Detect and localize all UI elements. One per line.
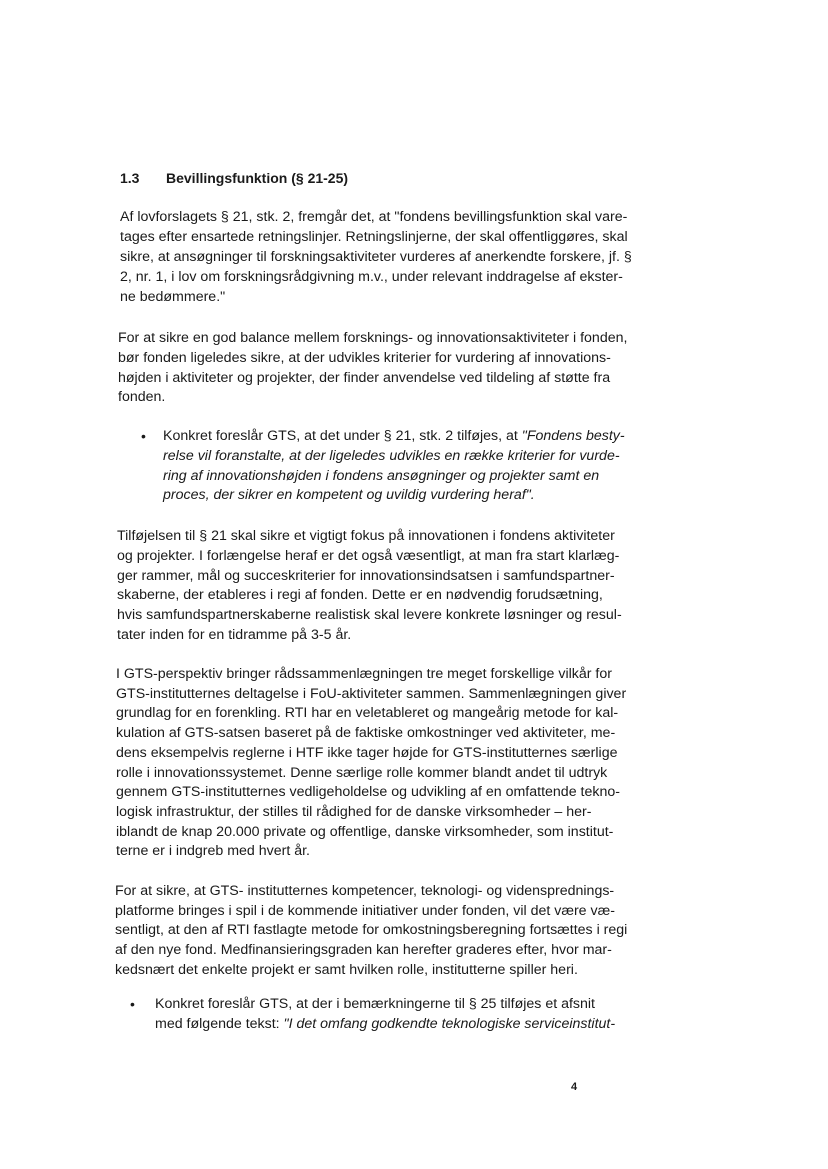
paragraph-line: bør fonden ligeledes sikre, at der udvikles kriterier for vurdering af innovations- xyxy=(118,350,611,366)
paragraph-line: fonden. xyxy=(118,389,166,405)
bullet-text: Konkret foreslår GTS, at det under § 21, stk. 2 tilføjes, at xyxy=(163,428,522,444)
bullet-line: Konkret foreslår GTS, at der i bemærkningerne til § 25 tilføjes et afsnit xyxy=(155,996,595,1012)
paragraph-line: af den nye fond. Medfinansieringsgraden kan herefter graderes efter, hvor mar- xyxy=(115,942,612,958)
paragraph-line: gennem GTS-institutternes vedligeholdelse og udvikling af en omfattende tekno- xyxy=(116,784,620,800)
paragraph-line: GTS-institutternes deltagelse i FoU-aktiviteter sammen. Sammenlægningen giver xyxy=(116,686,627,702)
bullet-line xyxy=(163,427,625,446)
bullet-text: med følgende tekst: xyxy=(155,1016,284,1032)
page-number: 4 xyxy=(571,1081,578,1093)
paragraph-line: højden i aktiviteter og projekter, der finder anvendelse ved tildeling af støtte fra xyxy=(118,370,611,386)
bullet-line xyxy=(155,1015,615,1034)
paragraph-line: Tilføjelsen til § 21 skal sikre et vigtigt fokus på innovationen i fondens aktiviteter xyxy=(117,528,615,544)
paragraph-line: 2, nr. 1, i lov om forskningsrådgivning m.v., under relevant inddragelse af ekster- xyxy=(120,269,623,285)
bullet-line: proces, der sikrer en kompetent og uvildig vurdering heraf". xyxy=(163,487,535,503)
section-title: Bevillingsfunktion (§ 21-25) xyxy=(166,170,349,186)
paragraph-line: For at sikre en god balance mellem forsknings- og innovationsaktiviteter i fonden, xyxy=(118,330,628,346)
paragraph-line: tages efter ensartede retningslinjer. Retningslinjerne, der skal offentliggøres, skal xyxy=(120,229,628,245)
paragraph-line: For at sikre, at GTS- institutternes kompetencer, teknologi- og vidensprednings- xyxy=(115,883,615,899)
paragraph-line: sikre, at ansøgninger til forskningsaktiviteter vurderes af anerkendte forskere, jf. § xyxy=(120,249,632,265)
paragraph-line: iblandt de knap 20.000 private og offentlige, danske virksomheder, som institut- xyxy=(116,824,614,840)
bullet-icon: • xyxy=(130,996,135,1012)
bullet-icon: • xyxy=(141,428,146,444)
bullet-line: ring af innovationshøjden i fondens ansøgninger og projekter samt en xyxy=(163,468,600,484)
bullet-quote: "I det omfang godkendte teknologiske serviceinstitut- xyxy=(283,1016,616,1032)
paragraph-line: rolle i innovationssystemet. Denne særlige rolle kommer blandt andet til udtryk xyxy=(116,765,608,781)
paragraph-line: ger rammer, mål og succeskriterier for innovationsindsatsen i samfundspartner- xyxy=(117,568,615,584)
paragraph-line: logisk infrastruktur, der stilles til rådighed for de danske virksomheder – her- xyxy=(116,804,592,820)
paragraph-line: I GTS-perspektiv bringer rådssammenlægningen tre meget forskellige vilkår for xyxy=(116,666,612,682)
section-heading xyxy=(120,170,348,186)
paragraph-line: ne bedømmere." xyxy=(120,289,226,305)
paragraph-line: dens eksempelvis reglerne i HTF ikke tager højde for GTS-institutternes særlige xyxy=(116,745,618,761)
paragraph-line: terne er i indgreb med hvert år. xyxy=(116,843,310,859)
paragraph-line: Af lovforslagets § 21, stk. 2, fremgår det, at "fondens bevillingsfunktion skal vare- xyxy=(120,209,628,225)
paragraph-line: skaberne, der etableres i regi af fonden. Dette er en nødvendig forudsætning, xyxy=(117,587,603,603)
bullet-quote: "Fondens besty- xyxy=(521,428,625,444)
paragraph-line: hvis samfundspartnerskaberne realistisk skal levere konkrete løsninger og resul- xyxy=(117,607,622,623)
bullet-line: relse vil foranstalte, at der ligeledes udvikles en række kriterier for vurde- xyxy=(163,448,620,464)
section-number: 1.3 xyxy=(120,170,140,186)
paragraph-line: kedsnært det enkelte projekt er samt hvilken rolle, institutterne spiller heri. xyxy=(115,962,578,978)
paragraph-line: tater inden for en tidramme på 3-5 år. xyxy=(117,627,352,643)
paragraph-line: og projekter. I forlængelse heraf er det også væsentligt, at man fra start klarlæg- xyxy=(117,548,620,564)
paragraph-line: sentligt, at den af RTI fastlagte metode for omkostningsberegning fortsættes i regi xyxy=(115,922,628,938)
paragraph-line: platforme bringes i spil i de kommende initiativer under fonden, vil det være væ- xyxy=(115,903,615,919)
paragraph-line: grundlag for en forenkling. RTI har en veletableret og mangeårig metode for kal- xyxy=(116,705,619,721)
paragraph-line: kulation af GTS-satsen baseret på de faktiske omkostninger ved aktiviteter, me- xyxy=(116,725,616,741)
